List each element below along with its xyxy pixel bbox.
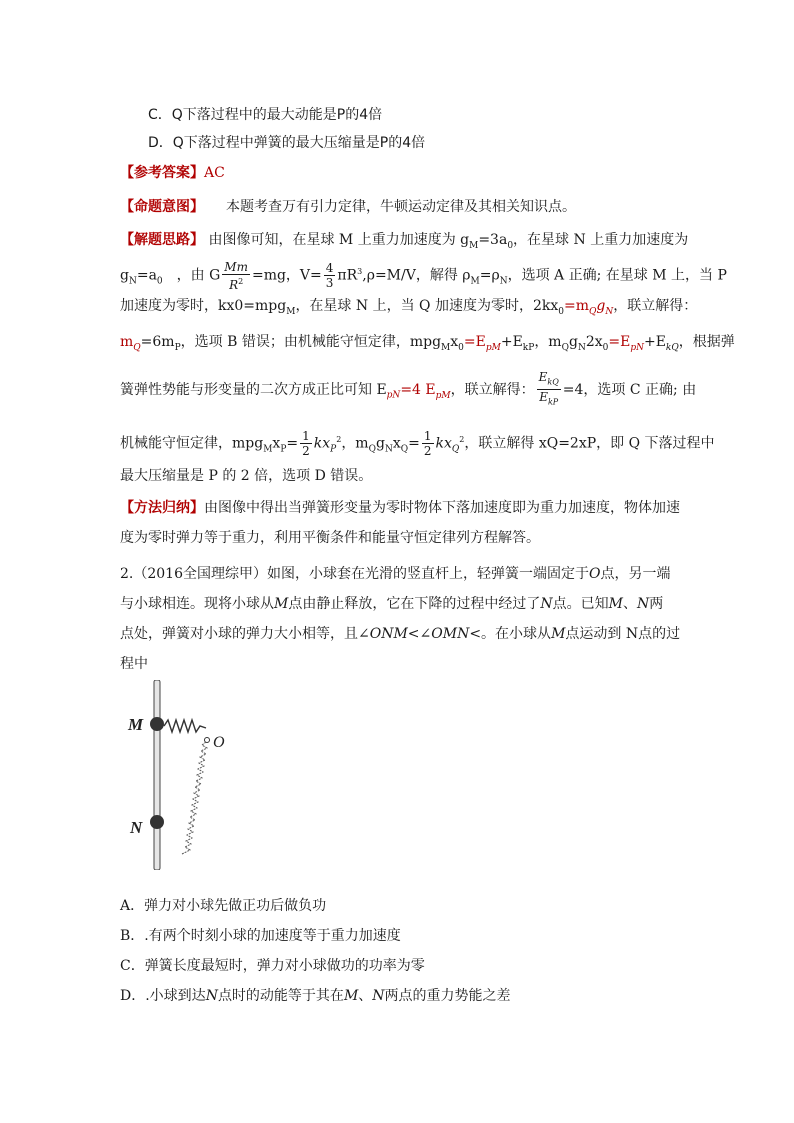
solution-line-5: 簧弹性势能与形变量的二次方成正比可知 $E_{pN}=4$ $E_{pM}$，联立解得： $\frac{E_{kQ}}{E_{kP}}$ =4，选项 C 正确; 由 (120, 370, 696, 412)
intent-text: 本题考查万有引力定律，牛顿运动定律及其相关知识点。 (226, 199, 576, 215)
option-d: D．.小球到达N点时的动能等于其在M、N两点的重力势能之差 (120, 988, 511, 1004)
compressed-spring-upper (164, 720, 206, 732)
fraction-4-3: $\frac{4}{3}$ (325, 261, 334, 291)
fraction-EkQ-EkP: $\frac{E_{kQ}}{E_{kP}}$ (538, 370, 559, 407)
question-line-3: 点处，弹簧对小球的弹力大小相等，且∠ONM<∠OMN<。在小球从M点运动到 N点的过 (120, 626, 681, 642)
solution-label: 【解题思路】 (120, 232, 204, 248)
solution-line-3: 加速度为零时，kx0=mpg$_M$，在星球 N 上，当 Q 加速度为零时，$2kx_0=m_Qg_N$，联立解得： (120, 298, 698, 317)
option-a: A．弹力对小球先做正功后做负功 (120, 898, 327, 914)
label-o: O (213, 734, 225, 751)
ball-at-m (150, 717, 164, 731)
intent-label: 【命题意图】 (120, 199, 204, 215)
answer-label: 【参考答案】 (120, 165, 204, 181)
intent-line (120, 197, 576, 217)
option-b: B．.有两个时刻小球的加速度等于重力加速度 (120, 928, 401, 944)
stretched-spring-lower (182, 742, 207, 854)
solution-line-7: 最大压缩量是 P 的 2 倍，选项 D 错误。 (120, 468, 373, 484)
question-line-4: 程中 (120, 656, 148, 672)
fraction-half-2: $\frac{1}{2}$ (423, 429, 432, 459)
label-m: M (128, 715, 144, 734)
answer-value: AC (204, 165, 225, 181)
answer-line (120, 163, 225, 183)
ball-at-n (150, 815, 164, 829)
label-n: N (130, 818, 143, 837)
method-line-1: 【方法归纳】由图像中得出当弹簧形变量为零时物体下落加速度即为重力加速度，物体加速 (120, 500, 680, 516)
method-line-2: 度为零时弹力等于重力，利用平衡条件和能量守恒定律列方程解答。 (120, 530, 540, 546)
vertical-rod (154, 680, 160, 870)
option-c: C．弹簧长度最短时，弹力对小球做功的功率为零 (120, 958, 425, 974)
method-label: 【方法归纳】 (120, 500, 204, 516)
question-line-1: 2.（2016全国理综甲）如图，小球套在光滑的竖直杆上，轻弹簧一端固定于O点，另一端 (120, 566, 671, 582)
spring-rod-figure (118, 680, 258, 870)
prev-option-c: C．Q下落过程中的最大动能是P的4倍 (148, 107, 383, 123)
pivot-point-o (205, 738, 210, 743)
fraction-Mm-R2: $\frac{Mm}{R^2}$ (224, 259, 248, 292)
prev-option-d: D．Q下落过程中弹簧的最大压缩量是P的4倍 (148, 135, 426, 151)
solution-line-4: $m_Q=6m_P$，选项 B 错误；由机械能守恒定律，$mpg_Mx_0=E_{pM}+E_{kP}$，$m_Qg_N2x_0=E_{pN}+E_{kQ}$，根据弹 (120, 334, 735, 353)
fraction-half-1: $\frac{1}{2}$ (302, 429, 310, 459)
solution-line-6: 机械能守恒定律，$mpg_Mx_P=$ $\frac{1}{2}$ $kx_P^2$，$m_Qg_Nx_Q=$ $\frac{1}{2}$ $kx_Q^2$，联立解得 xQ=2xP，即 Q 下落过程中 (120, 429, 715, 459)
solution-line-2: $g_N=a_0$ ，由 G $\frac{Mm}{R^2}$ =mg，V= $\frac{4}{3}$ $\pi R^3,\rho=M/V$，解得 $\rho_M=\rho_N$，选项 A 正确; 在星球 M 上，当 P (120, 259, 727, 292)
question-line-2: 与小球相连。现将小球从M点由静止释放，它在下降的过程中经过了N点。已知M、N两 (120, 596, 664, 612)
solution-line-1: 【解题思路】 由图像可知，在星球 M 上重力加速度为 $g_M=3a_0$，在星球 N 上重力加速度为 (120, 232, 689, 251)
